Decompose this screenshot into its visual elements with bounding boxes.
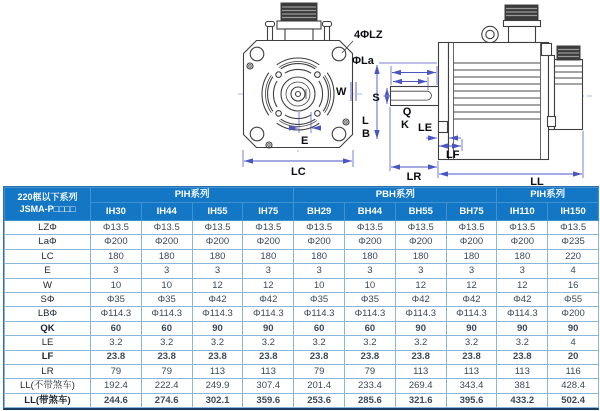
model-column-header: IH44 — [141, 203, 192, 221]
dimension-value-cell: 113 — [243, 364, 294, 378]
dimension-value-cell: 3.2 — [91, 336, 142, 350]
dimension-value-cell: 4 — [548, 264, 599, 278]
dimension-value-cell: 23.8 — [91, 350, 142, 364]
dimension-value-cell: 3 — [243, 264, 294, 278]
dimension-row-label: LC — [5, 249, 91, 263]
dimension-value-cell: 502.4 — [548, 393, 599, 407]
dimension-value-cell: 180 — [395, 249, 446, 263]
dimension-row-label: LBΦ — [5, 307, 91, 321]
dimension-row-label: LE — [5, 336, 91, 350]
dimension-value-cell: Φ200 — [243, 235, 294, 249]
dimension-value-cell: 428.4 — [548, 379, 599, 393]
dimension-value-cell: 180 — [294, 249, 345, 263]
dim-label-s: S — [372, 92, 380, 104]
dimension-value-cell: Φ200 — [91, 235, 142, 249]
dimension-value-cell: Φ13.5 — [395, 221, 446, 235]
dimension-value-cell: 321.6 — [395, 393, 446, 407]
dim-label-lc: LC — [291, 166, 306, 178]
dimension-value-cell: 113 — [192, 364, 243, 378]
dimension-value-cell: 359.6 — [243, 393, 294, 407]
table-row — [5, 393, 599, 407]
dimension-value-cell: Φ13.5 — [243, 221, 294, 235]
model-column-header: IH30 — [91, 203, 142, 221]
dimension-spec-table — [4, 187, 599, 408]
dimension-value-cell: 180 — [192, 249, 243, 263]
dimension-value-cell: 244.6 — [91, 393, 142, 407]
dim-label-lr: LR — [406, 171, 422, 183]
dimension-value-cell: 113 — [497, 364, 548, 378]
dimension-row-label: QK — [5, 321, 91, 335]
dimension-value-cell: Φ13.5 — [548, 221, 599, 235]
table-row — [5, 364, 599, 378]
dimension-value-cell: 79 — [141, 364, 192, 378]
table-row — [5, 221, 599, 235]
dimension-value-cell: 433.2 — [497, 393, 548, 407]
dimension-value-cell: 180 — [446, 249, 497, 263]
table-row — [5, 249, 599, 263]
dimension-value-cell: Φ200 — [497, 235, 548, 249]
model-column-header: IH150 — [548, 203, 599, 221]
dimension-value-cell: 90 — [192, 321, 243, 335]
dimension-row-label: LR — [5, 364, 91, 378]
model-column-header: BH55 — [395, 203, 446, 221]
dimension-value-cell: 180 — [497, 249, 548, 263]
dim-label-k: K — [401, 119, 409, 131]
dimension-value-cell: 23.8 — [243, 350, 294, 364]
dimension-value-cell: Φ35 — [141, 292, 192, 306]
dimension-value-cell: 3.2 — [497, 336, 548, 350]
table-row — [5, 292, 599, 306]
dim-label-l: L — [362, 115, 369, 127]
dimension-value-cell: 23.8 — [192, 350, 243, 364]
spec-table-container — [3, 186, 599, 410]
dimension-row-label: LF — [5, 350, 91, 364]
model-column-header: IH75 — [243, 203, 294, 221]
dimension-value-cell: Φ114.3 — [446, 307, 497, 321]
dimension-value-cell: 3.2 — [395, 336, 446, 350]
table-row — [5, 350, 599, 364]
model-column-header: IH110 — [497, 203, 548, 221]
dimension-value-cell: Φ35 — [294, 292, 345, 306]
dimension-value-cell: Φ114.3 — [243, 307, 294, 321]
dimension-value-cell: 12 — [192, 278, 243, 292]
dim-label-q: Q — [402, 106, 412, 118]
dimension-value-cell: 20 — [548, 350, 599, 364]
eyebolt-icon — [482, 26, 498, 42]
dimension-value-cell: 381 — [497, 379, 548, 393]
table-row — [5, 379, 599, 393]
dimension-value-cell: 3.2 — [345, 336, 396, 350]
dimension-value-cell: 3 — [192, 264, 243, 278]
dimension-value-cell: Φ114.3 — [192, 307, 243, 321]
dimension-value-cell: 90 — [446, 321, 497, 335]
dimension-value-cell: 12 — [243, 278, 294, 292]
dimension-value-cell: 60 — [294, 321, 345, 335]
dimension-value-cell: Φ55 — [548, 292, 599, 306]
dimension-value-cell: 23.8 — [497, 350, 548, 364]
dimension-value-cell: Φ13.5 — [192, 221, 243, 235]
dimension-value-cell: 269.4 — [395, 379, 446, 393]
dimension-value-cell: 10 — [141, 278, 192, 292]
model-column-header: BH75 — [446, 203, 497, 221]
motor-dimension-drawing — [0, 0, 600, 186]
dimension-value-cell: 12 — [446, 278, 497, 292]
dimension-row-label: LaΦ — [5, 235, 91, 249]
dimension-value-cell: 12 — [395, 278, 446, 292]
dimension-value-cell: 201.4 — [294, 379, 345, 393]
dimension-value-cell: Φ42 — [446, 292, 497, 306]
dimension-value-cell: 3.2 — [243, 336, 294, 350]
dimension-value-cell: Φ42 — [497, 292, 548, 306]
side-view — [383, 5, 592, 186]
dimension-value-cell: 180 — [91, 249, 142, 263]
dimension-value-cell: 222.4 — [141, 379, 192, 393]
dimension-value-cell: 180 — [141, 249, 192, 263]
dimension-value-cell: Φ13.5 — [91, 221, 142, 235]
dimension-value-cell: Φ114.3 — [294, 307, 345, 321]
dimension-value-cell: Φ200 — [294, 235, 345, 249]
dimension-value-cell: 116 — [548, 364, 599, 378]
dim-label-4philz: 4ΦLZ — [354, 29, 383, 41]
table-row — [5, 307, 599, 321]
dimension-value-cell: 3 — [395, 264, 446, 278]
dimension-value-cell: Φ13.5 — [141, 221, 192, 235]
dimension-value-cell: Φ114.3 — [395, 307, 446, 321]
dimension-value-cell: 285.6 — [345, 393, 396, 407]
dimension-value-cell: 233.4 — [345, 379, 396, 393]
dimension-value-cell: 395.6 — [446, 393, 497, 407]
series-group-header: PBH系列 — [294, 188, 497, 203]
table-row — [5, 336, 599, 350]
dimension-value-cell: Φ200 — [446, 235, 497, 249]
dimension-value-cell: Φ114.3 — [497, 307, 548, 321]
dimension-value-cell: 249.9 — [192, 379, 243, 393]
dimension-value-cell: 90 — [243, 321, 294, 335]
dimension-value-cell: 3.2 — [446, 336, 497, 350]
dimension-value-cell: Φ35 — [345, 292, 396, 306]
dimension-value-cell: Φ114.3 — [345, 307, 396, 321]
dimension-value-cell: Φ200 — [395, 235, 446, 249]
dimension-value-cell: 90 — [548, 321, 599, 335]
series-group-header: PIH系列 — [91, 188, 294, 203]
series-group-header: PIH系列 — [497, 188, 599, 203]
dimension-value-cell: 23.8 — [395, 350, 446, 364]
dimension-value-cell: 3.2 — [141, 336, 192, 350]
dimension-value-cell: Φ13.5 — [345, 221, 396, 235]
table-row — [5, 264, 599, 278]
dimension-value-cell: 12 — [497, 278, 548, 292]
table-row — [5, 278, 599, 292]
dimension-value-cell: Φ13.5 — [446, 221, 497, 235]
dimension-value-cell: 3 — [294, 264, 345, 278]
dimension-value-cell: 3 — [446, 264, 497, 278]
dimension-value-cell: 4 — [548, 336, 599, 350]
dimension-value-cell: Φ200 — [192, 235, 243, 249]
dimension-value-cell: 16 — [548, 278, 599, 292]
dimension-value-cell: Φ13.5 — [294, 221, 345, 235]
dimension-value-cell: Φ42 — [243, 292, 294, 306]
dimension-value-cell: 60 — [141, 321, 192, 335]
dimension-value-cell: 3 — [91, 264, 142, 278]
encoder-icon — [548, 46, 583, 130]
dimension-row-label: SΦ — [5, 292, 91, 306]
front-view — [238, 3, 383, 178]
model-column-header: BH29 — [294, 203, 345, 221]
dimension-value-cell: Φ42 — [192, 292, 243, 306]
dimension-value-cell: Φ200 — [548, 307, 599, 321]
dimension-value-cell: 10 — [91, 278, 142, 292]
dimension-value-cell: 180 — [345, 249, 396, 263]
dim-label-lf: LF — [446, 149, 460, 161]
table-row — [5, 235, 599, 249]
dimension-value-cell: 307.4 — [243, 379, 294, 393]
dimension-value-cell: Φ114.3 — [141, 307, 192, 321]
dimension-value-cell: 3.2 — [294, 336, 345, 350]
dimension-value-cell: 274.6 — [141, 393, 192, 407]
dimension-value-cell: 302.1 — [192, 393, 243, 407]
dimension-row-label: LZΦ — [5, 221, 91, 235]
dimension-value-cell: 3.2 — [192, 336, 243, 350]
dimension-value-cell: Φ13.5 — [497, 221, 548, 235]
dimension-value-cell: Φ200 — [345, 235, 396, 249]
dimension-value-cell: Φ42 — [395, 292, 446, 306]
dimension-value-cell: 3 — [141, 264, 192, 278]
dimension-value-cell: 90 — [395, 321, 446, 335]
dim-label-le: LE — [418, 122, 433, 134]
dimension-value-cell: 23.8 — [294, 350, 345, 364]
dimension-value-cell: Φ200 — [141, 235, 192, 249]
dim-label-ll: LL — [530, 176, 544, 186]
dimension-value-cell: 343.4 — [446, 379, 497, 393]
dimension-value-cell: 10 — [294, 278, 345, 292]
dimension-value-cell: 192.4 — [91, 379, 142, 393]
dimension-value-cell: 3 — [497, 264, 548, 278]
dimension-value-cell: 79 — [294, 364, 345, 378]
dimension-value-cell: 180 — [243, 249, 294, 263]
dimension-value-cell: 220 — [548, 249, 599, 263]
table-row — [5, 321, 599, 335]
dimension-value-cell: 23.8 — [345, 350, 396, 364]
dimension-row-label: W — [5, 278, 91, 292]
dim-label-e: E — [301, 135, 309, 147]
model-column-header: BH44 — [345, 203, 396, 221]
dimension-value-cell: 10 — [345, 278, 396, 292]
dimension-value-cell: Φ35 — [91, 292, 142, 306]
dimension-value-cell: 79 — [91, 364, 142, 378]
dim-label-b: B — [362, 128, 370, 140]
series-corner-header: 220框以下系列 JSMA-P□□□□ — [5, 188, 91, 221]
dimension-value-cell: 90 — [497, 321, 548, 335]
dimension-value-cell: 113 — [395, 364, 446, 378]
dim-label-phila: ΦLa — [352, 55, 374, 67]
dimension-value-cell: 23.8 — [141, 350, 192, 364]
front-connector-icon — [281, 3, 317, 21]
dimension-value-cell: 79 — [345, 364, 396, 378]
dimension-row-label: E — [5, 264, 91, 278]
dimension-row-label: LL(不带煞车) — [5, 379, 91, 393]
dimension-row-label: LL(带煞车) — [5, 393, 91, 407]
dimension-value-cell: 23.8 — [446, 350, 497, 364]
model-column-header: IH55 — [192, 203, 243, 221]
dimension-value-cell: 60 — [91, 321, 142, 335]
dimension-value-cell: Φ235 — [548, 235, 599, 249]
dimension-value-cell: 3 — [345, 264, 396, 278]
key-section-icon — [439, 122, 448, 133]
dimension-value-cell: 60 — [345, 321, 396, 335]
dimension-value-cell: Φ114.3 — [91, 307, 142, 321]
dimension-value-cell: 253.6 — [294, 393, 345, 407]
dim-label-w: W — [336, 86, 347, 98]
dimension-value-cell: 113 — [446, 364, 497, 378]
